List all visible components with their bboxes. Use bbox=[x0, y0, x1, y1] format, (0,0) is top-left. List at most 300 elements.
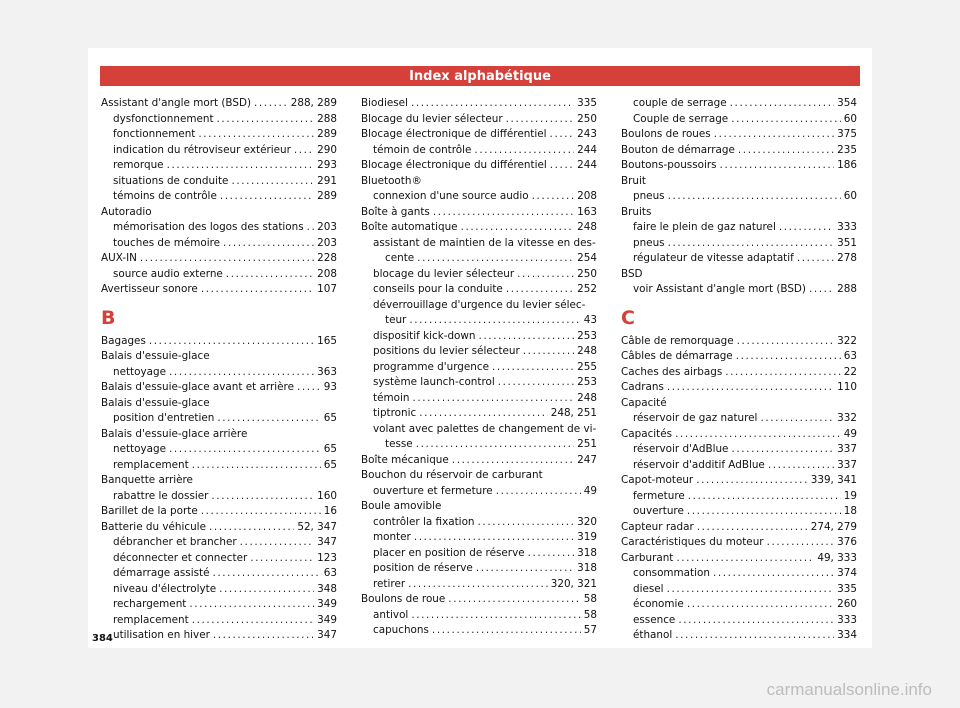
index-subentry bbox=[361, 484, 597, 500]
index-subentry bbox=[361, 391, 597, 407]
entry-page-ref[interactable]: 333 bbox=[837, 613, 857, 626]
entry-page-ref[interactable]: 110 bbox=[837, 381, 857, 393]
index-subheading: déverrouillage d'urgence du levier sélec- bbox=[373, 298, 586, 311]
entry-page-ref[interactable]: 52, 347 bbox=[297, 520, 337, 533]
dot-leader bbox=[240, 535, 315, 551]
entry-page-ref[interactable]: 349 bbox=[317, 598, 337, 610]
entry-label: conseils pour la conduite bbox=[373, 283, 503, 295]
entry-label: mémorisation des logos des stations bbox=[113, 221, 304, 233]
entry-page-ref[interactable]: 289 bbox=[317, 128, 337, 140]
entry-page-ref[interactable]: 43 bbox=[583, 314, 597, 326]
entry-page-ref[interactable]: 363 bbox=[317, 365, 337, 378]
entry-page-ref[interactable]: 347 bbox=[317, 629, 337, 641]
entry-page-ref[interactable]: 339, 341 bbox=[810, 474, 857, 486]
entry-page-ref[interactable]: 18 bbox=[843, 505, 857, 517]
dot-leader bbox=[432, 623, 581, 639]
entry-label: touches de mémoire bbox=[113, 236, 221, 249]
entry-label: Câble de remorquage bbox=[621, 334, 734, 347]
entry-page-ref[interactable]: 374 bbox=[837, 567, 857, 579]
dot-leader bbox=[226, 267, 314, 283]
entry-page-ref[interactable]: 293 bbox=[317, 159, 337, 171]
index-heading: Balais d'essuie-glace arrière bbox=[101, 427, 248, 440]
index-subentry bbox=[101, 411, 337, 427]
index-column-3 bbox=[621, 96, 857, 644]
entry-label: consommation bbox=[633, 567, 710, 579]
dot-leader bbox=[731, 442, 834, 458]
entry-label: monter bbox=[373, 531, 411, 543]
dot-leader bbox=[409, 313, 580, 329]
index-subentry bbox=[621, 582, 857, 598]
dot-leader bbox=[767, 535, 835, 551]
entry-label: Bagages bbox=[101, 334, 146, 347]
entry-page-ref[interactable]: 320, 321 bbox=[550, 577, 597, 590]
index-subentry bbox=[621, 597, 857, 613]
entry-page-ref[interactable]: 291 bbox=[317, 174, 337, 187]
entry-label: Biodiesel bbox=[361, 97, 408, 109]
entry-label: contrôler la fixation bbox=[373, 515, 475, 528]
index-subentry bbox=[101, 458, 337, 474]
dot-leader bbox=[737, 334, 835, 350]
index-heading: Capacité bbox=[621, 396, 667, 409]
entry-page-ref[interactable]: 252 bbox=[577, 283, 597, 295]
entry-page-ref[interactable]: 322 bbox=[837, 334, 857, 347]
dot-leader bbox=[498, 375, 574, 391]
index-subentry bbox=[361, 344, 597, 360]
index-heading: Boule amovible bbox=[361, 500, 442, 512]
dot-leader bbox=[201, 282, 314, 298]
entry-label: remplacement bbox=[113, 458, 189, 471]
dot-leader bbox=[452, 453, 574, 469]
index-column-2 bbox=[361, 96, 597, 639]
dot-leader bbox=[297, 380, 321, 396]
index-subentry bbox=[621, 504, 857, 520]
entry-label: indication du rétroviseur extérieur bbox=[113, 143, 291, 156]
entry-page-ref[interactable]: 278 bbox=[837, 252, 857, 264]
index-subentry bbox=[621, 282, 857, 298]
dot-leader bbox=[697, 520, 808, 536]
index-entry bbox=[101, 380, 337, 396]
entry-label: Carburant bbox=[621, 551, 674, 564]
index-subentry bbox=[101, 489, 337, 505]
entry-page-ref[interactable]: 22 bbox=[843, 365, 857, 378]
entry-label: Boîte automatique bbox=[361, 221, 458, 233]
dot-leader bbox=[307, 220, 315, 236]
entry-label: tesse bbox=[385, 438, 413, 450]
entry-page-ref[interactable]: 235 bbox=[837, 143, 857, 156]
dot-leader bbox=[412, 391, 574, 407]
entry-page-ref[interactable]: 203 bbox=[317, 236, 337, 249]
dot-leader bbox=[668, 236, 835, 252]
dot-leader bbox=[250, 551, 314, 567]
dot-leader bbox=[149, 334, 314, 350]
index-heading: Balais d'essuie-glace bbox=[101, 396, 210, 409]
entry-page-ref[interactable]: 290 bbox=[317, 143, 337, 156]
entry-label: dysfonctionnement bbox=[113, 112, 214, 125]
entry-page-ref[interactable]: 60 bbox=[843, 190, 857, 202]
index-subentry bbox=[101, 582, 337, 598]
entry-label: fonctionnement bbox=[113, 128, 196, 140]
dot-leader bbox=[667, 582, 835, 598]
entry-page-ref[interactable]: 160 bbox=[317, 489, 337, 502]
index-subentry bbox=[621, 489, 857, 505]
entry-label: essence bbox=[633, 613, 676, 626]
dot-leader bbox=[408, 577, 548, 593]
entry-label: dispositif kick-down bbox=[373, 329, 476, 342]
entry-page-ref[interactable]: 243 bbox=[577, 128, 597, 140]
entry-page-ref[interactable]: 93 bbox=[323, 381, 337, 393]
entry-page-ref[interactable]: 57 bbox=[583, 624, 597, 636]
entry-label: faire le plein de gaz naturel bbox=[633, 221, 776, 233]
entry-label: rechargement bbox=[113, 598, 187, 610]
index-subentry bbox=[101, 613, 337, 629]
index-subentry bbox=[621, 458, 857, 474]
dot-leader bbox=[550, 158, 574, 174]
dot-leader bbox=[696, 473, 808, 489]
entry-page-ref[interactable]: 208 bbox=[577, 190, 597, 202]
index-entry bbox=[361, 127, 597, 143]
entry-label: diesel bbox=[633, 582, 664, 595]
entry-page-ref[interactable]: 248, 251 bbox=[550, 407, 597, 419]
index-subentry bbox=[101, 158, 337, 174]
entry-page-ref[interactable]: 228 bbox=[317, 252, 337, 264]
entry-label: rabattre le dossier bbox=[113, 489, 209, 502]
entry-page-ref[interactable]: 289 bbox=[317, 190, 337, 202]
entry-page-ref[interactable]: 251 bbox=[577, 438, 597, 450]
index-subentry bbox=[361, 375, 597, 391]
entry-label: témoin de contrôle bbox=[373, 143, 472, 156]
entry-page-ref[interactable]: 376 bbox=[837, 536, 857, 548]
entry-page-ref[interactable]: 65 bbox=[323, 458, 337, 471]
entry-label: Boulons de roue bbox=[361, 593, 446, 605]
entry-page-ref[interactable]: 63 bbox=[843, 350, 857, 362]
index-subentry bbox=[101, 566, 337, 582]
dot-leader bbox=[212, 566, 320, 582]
index-heading: Bruit bbox=[621, 174, 646, 187]
entry-page-ref[interactable]: 288 bbox=[317, 112, 337, 125]
index-heading: Bluetooth® bbox=[361, 174, 422, 187]
entry-page-ref[interactable]: 333 bbox=[837, 221, 857, 233]
index-subheading: assistant de maintien de la vitesse en des- bbox=[373, 236, 596, 249]
index-subentry bbox=[101, 220, 337, 236]
entry-page-ref[interactable]: 248 bbox=[577, 345, 597, 357]
index-subentry bbox=[101, 597, 337, 613]
entry-page-ref[interactable]: 49 bbox=[843, 427, 857, 440]
entry-label: retirer bbox=[373, 577, 406, 590]
entry-label: déconnecter et connecter bbox=[113, 551, 248, 564]
entry-label: témoins de contrôle bbox=[113, 190, 217, 202]
entry-page-ref[interactable]: 244 bbox=[577, 159, 597, 171]
dot-leader bbox=[213, 628, 314, 644]
entry-page-ref[interactable]: 354 bbox=[837, 97, 857, 109]
entry-page-ref[interactable]: 348 bbox=[317, 582, 337, 595]
dot-leader bbox=[532, 189, 575, 205]
index-heading: Bouchon du réservoir de carburant bbox=[361, 469, 543, 481]
index-heading: Banquette arrière bbox=[101, 474, 193, 486]
dot-leader bbox=[779, 220, 834, 236]
dot-leader bbox=[678, 613, 834, 629]
index-entry bbox=[361, 220, 597, 236]
dot-leader bbox=[768, 458, 834, 474]
entry-page-ref[interactable]: 335 bbox=[577, 97, 597, 109]
dot-leader bbox=[714, 127, 834, 143]
dot-leader bbox=[492, 360, 574, 376]
dot-leader bbox=[730, 96, 835, 112]
dot-leader bbox=[809, 282, 834, 298]
entry-page-ref[interactable]: 60 bbox=[843, 112, 857, 125]
dot-leader bbox=[414, 530, 574, 546]
dot-leader bbox=[713, 566, 834, 582]
dot-leader bbox=[528, 546, 575, 562]
entry-page-ref[interactable]: 250 bbox=[577, 112, 597, 125]
entry-label: niveau d'électrolyte bbox=[113, 582, 217, 595]
entry-label: Câbles de démarrage bbox=[621, 350, 733, 362]
entry-page-ref[interactable]: 260 bbox=[837, 598, 857, 610]
dot-leader bbox=[668, 189, 841, 205]
entry-page-ref[interactable]: 337 bbox=[837, 443, 857, 455]
index-subentry bbox=[101, 236, 337, 252]
entry-page-ref[interactable]: 248 bbox=[577, 391, 597, 404]
entry-page-ref[interactable]: 337 bbox=[837, 458, 857, 471]
dot-leader bbox=[217, 112, 315, 128]
entry-label: tiptronic bbox=[373, 407, 417, 419]
entry-label: réservoir d'AdBlue bbox=[633, 443, 729, 455]
dot-leader bbox=[478, 515, 575, 531]
entry-label: Boîte mécanique bbox=[361, 453, 449, 466]
dot-leader bbox=[676, 551, 814, 567]
dot-leader bbox=[223, 236, 314, 252]
entry-label: régulateur de vitesse adaptatif bbox=[633, 252, 794, 264]
index-entry bbox=[621, 520, 857, 536]
entry-page-ref[interactable]: 49 bbox=[583, 484, 597, 497]
dot-leader bbox=[220, 189, 314, 205]
entry-page-ref[interactable]: 288 bbox=[837, 283, 857, 295]
dot-leader bbox=[419, 406, 548, 422]
index-subentry bbox=[361, 608, 597, 624]
entry-label: source audio externe bbox=[113, 267, 223, 280]
entry-label: position d'entretien bbox=[113, 412, 215, 424]
dot-leader bbox=[201, 504, 321, 520]
index-entry bbox=[361, 158, 597, 174]
entry-page-ref[interactable]: 65 bbox=[323, 412, 337, 424]
index-subentry bbox=[101, 143, 337, 159]
dot-leader bbox=[523, 344, 574, 360]
entry-page-ref[interactable]: 347 bbox=[317, 536, 337, 548]
index-entry bbox=[101, 96, 337, 112]
index-entry bbox=[101, 282, 337, 298]
entry-page-ref[interactable]: 165 bbox=[317, 334, 337, 347]
entry-label: fermeture bbox=[633, 489, 685, 502]
entry-label: éthanol bbox=[633, 629, 673, 641]
dot-leader bbox=[192, 613, 314, 629]
index-subentry bbox=[101, 189, 337, 205]
entry-page-ref[interactable]: 208 bbox=[317, 267, 337, 280]
entry-label: Couple de serrage bbox=[633, 112, 729, 125]
entry-page-ref[interactable]: 375 bbox=[837, 128, 857, 140]
index-entry bbox=[621, 334, 857, 350]
entry-page-ref[interactable]: 163 bbox=[577, 205, 597, 218]
entry-label: Boutons-poussoirs bbox=[621, 159, 717, 171]
entry-label: Assistant d'angle mort (BSD) bbox=[101, 97, 251, 109]
index-entry bbox=[621, 473, 857, 489]
dot-leader bbox=[496, 484, 581, 500]
dot-leader bbox=[167, 158, 315, 174]
entry-page-ref[interactable]: 248 bbox=[577, 221, 597, 233]
dot-leader bbox=[219, 582, 314, 598]
entry-label: Boîte à gants bbox=[361, 205, 430, 218]
entry-page-ref[interactable]: 254 bbox=[577, 252, 597, 264]
dot-leader bbox=[209, 520, 294, 536]
entry-page-ref[interactable]: 332 bbox=[837, 412, 857, 424]
dot-leader bbox=[688, 489, 841, 505]
dot-leader bbox=[294, 143, 314, 159]
dot-leader bbox=[506, 112, 575, 128]
entry-label: remplacement bbox=[113, 613, 189, 626]
index-subentry bbox=[101, 442, 337, 458]
dot-leader bbox=[736, 349, 841, 365]
entry-page-ref[interactable]: 49, 333 bbox=[817, 551, 857, 564]
entry-label: Capot-moteur bbox=[621, 474, 694, 486]
entry-page-ref[interactable]: 335 bbox=[837, 582, 857, 595]
dot-leader bbox=[479, 329, 575, 345]
dot-leader bbox=[675, 628, 834, 644]
entry-page-ref[interactable]: 334 bbox=[837, 629, 857, 641]
entry-label: utilisation en hiver bbox=[113, 629, 210, 641]
index-subentry bbox=[621, 220, 857, 236]
dot-leader bbox=[417, 251, 574, 267]
entry-label: teur bbox=[385, 314, 407, 326]
watermark: carmanualsonline.info bbox=[766, 680, 932, 699]
dot-leader bbox=[687, 597, 834, 613]
entry-label: Batterie du véhicule bbox=[101, 520, 206, 533]
entry-label: Boulons de roues bbox=[621, 128, 711, 140]
entry-label: Blocage du levier sélecteur bbox=[361, 112, 503, 125]
entry-label: nettoyage bbox=[113, 365, 166, 378]
index-subentry bbox=[101, 628, 337, 644]
entry-page-ref[interactable]: 288, 289 bbox=[290, 97, 337, 109]
entry-label: témoin bbox=[373, 391, 410, 404]
entry-label: Capteur radar bbox=[621, 520, 694, 533]
entry-page-ref[interactable]: 274, 279 bbox=[810, 520, 857, 533]
index-heading: Bruits bbox=[621, 205, 652, 218]
entry-page-ref[interactable]: 255 bbox=[577, 360, 597, 373]
dot-leader bbox=[416, 437, 574, 453]
index-subentry bbox=[361, 189, 597, 205]
dot-leader bbox=[797, 251, 834, 267]
index-subentry bbox=[101, 174, 337, 190]
entry-label: programme d'urgence bbox=[373, 360, 489, 373]
entry-label: Blocage électronique de différentiel bbox=[361, 128, 547, 140]
dot-leader bbox=[506, 282, 574, 298]
entry-page-ref[interactable]: 63 bbox=[323, 567, 337, 579]
dot-leader bbox=[231, 174, 314, 190]
index-subentry bbox=[361, 623, 597, 639]
entry-page-ref[interactable]: 250 bbox=[577, 267, 597, 280]
index-subentry bbox=[621, 189, 857, 205]
index-entry bbox=[361, 205, 597, 221]
entry-label: Blocage électronique du différentiel bbox=[361, 159, 547, 171]
entry-page-ref[interactable]: 58 bbox=[583, 593, 597, 605]
dot-leader bbox=[411, 608, 580, 624]
index-heading: BSD bbox=[621, 267, 643, 280]
index-subentry bbox=[361, 437, 597, 453]
entry-label: AUX-IN bbox=[101, 252, 137, 264]
entry-label: nettoyage bbox=[113, 443, 166, 455]
index-subentry bbox=[361, 577, 597, 593]
entry-page-ref[interactable]: 107 bbox=[317, 283, 337, 295]
dot-leader bbox=[720, 158, 835, 174]
entry-page-ref[interactable]: 19 bbox=[843, 489, 857, 502]
index-subentry bbox=[361, 530, 597, 546]
entry-label: Caches des airbags bbox=[621, 365, 723, 378]
dot-leader bbox=[169, 365, 314, 381]
dot-leader bbox=[725, 365, 841, 381]
entry-page-ref[interactable]: 253 bbox=[577, 329, 597, 342]
dot-leader bbox=[731, 112, 841, 128]
entry-page-ref[interactable]: 244 bbox=[577, 143, 597, 156]
section-letter: C bbox=[621, 306, 635, 329]
dot-leader bbox=[217, 411, 320, 427]
dot-leader bbox=[738, 143, 834, 159]
index-subentry bbox=[361, 406, 597, 422]
index-entry bbox=[621, 427, 857, 443]
dot-leader bbox=[189, 597, 314, 613]
dot-leader bbox=[211, 489, 314, 505]
index-subentry bbox=[361, 515, 597, 531]
index-subentry bbox=[621, 112, 857, 128]
entry-label: antivol bbox=[373, 608, 409, 621]
page-number: 384 bbox=[92, 633, 113, 644]
entry-page-ref[interactable]: 58 bbox=[583, 608, 597, 621]
index-subentry bbox=[101, 551, 337, 567]
index-entry bbox=[621, 158, 857, 174]
entry-page-ref[interactable]: 318 bbox=[577, 546, 597, 559]
index-subentry bbox=[621, 251, 857, 267]
entry-page-ref[interactable]: 203 bbox=[317, 221, 337, 233]
index-subentry bbox=[621, 236, 857, 252]
index-entry bbox=[621, 535, 857, 551]
entry-page-ref[interactable]: 16 bbox=[323, 505, 337, 517]
index-entry bbox=[621, 143, 857, 159]
entry-page-ref[interactable]: 318 bbox=[577, 562, 597, 574]
index-entry bbox=[361, 96, 597, 112]
entry-page-ref[interactable]: 186 bbox=[837, 159, 857, 171]
entry-label: Bouton de démarrage bbox=[621, 143, 735, 156]
entry-page-ref[interactable]: 320 bbox=[577, 515, 597, 528]
index-entry bbox=[101, 251, 337, 267]
entry-label: position de réserve bbox=[373, 562, 473, 574]
index-subentry bbox=[361, 546, 597, 562]
index-subentry bbox=[101, 535, 337, 551]
index-subentry bbox=[361, 143, 597, 159]
entry-page-ref[interactable]: 351 bbox=[837, 236, 857, 249]
index-heading: Autoradio bbox=[101, 205, 152, 218]
entry-label: ouverture et fermeture bbox=[373, 484, 493, 497]
entry-page-ref[interactable]: 247 bbox=[577, 453, 597, 466]
entry-page-ref[interactable]: 349 bbox=[317, 613, 337, 626]
index-subentry bbox=[361, 267, 597, 283]
entry-page-ref[interactable]: 253 bbox=[577, 376, 597, 388]
entry-page-ref[interactable]: 65 bbox=[323, 443, 337, 455]
index-subentry bbox=[621, 96, 857, 112]
entry-page-ref[interactable]: 319 bbox=[577, 531, 597, 543]
entry-label: Capacités bbox=[621, 427, 673, 440]
index-subheading: volant avec palettes de changement de vi- bbox=[373, 422, 597, 435]
entry-label: pneus bbox=[633, 190, 665, 202]
entry-page-ref[interactable]: 123 bbox=[317, 551, 337, 564]
entry-label: débrancher et brancher bbox=[113, 536, 237, 548]
index-subentry bbox=[621, 628, 857, 644]
entry-label: Barillet de la porte bbox=[101, 505, 198, 517]
